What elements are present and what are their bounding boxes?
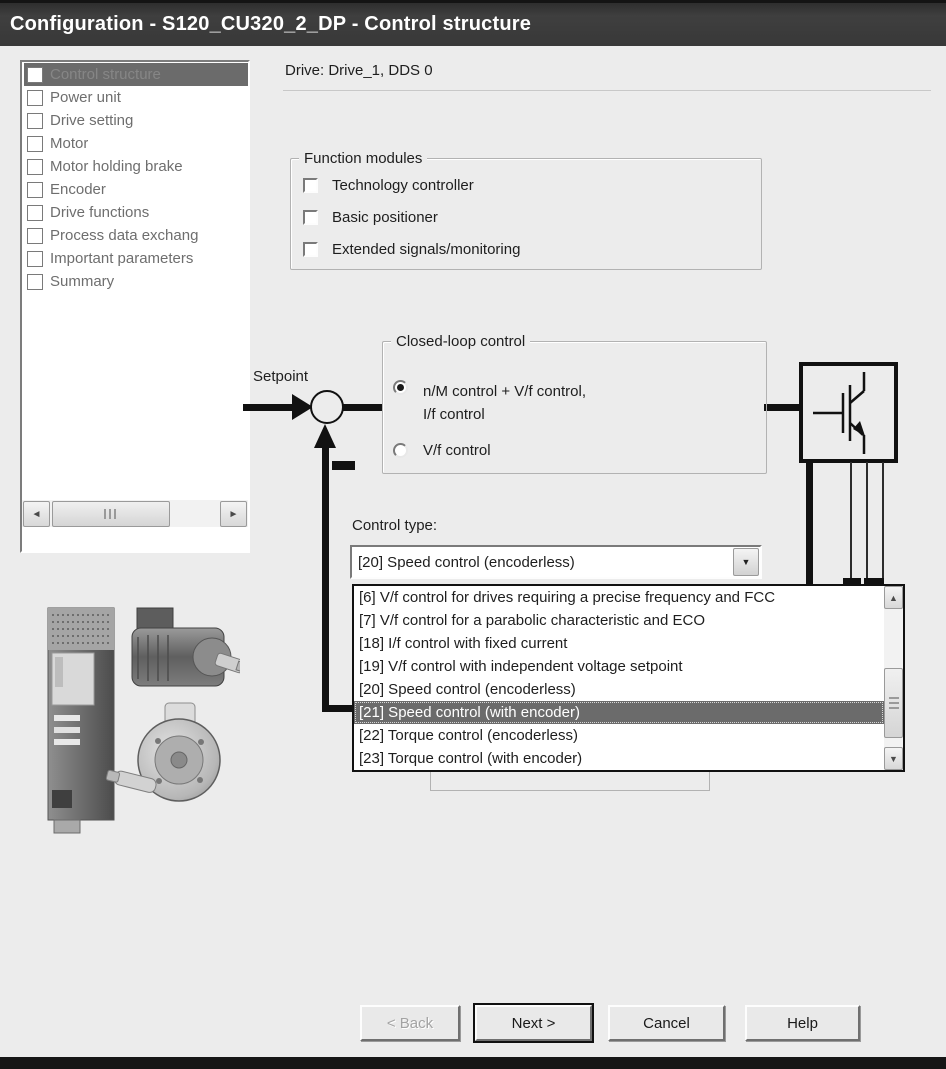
checkbox-icon [27, 182, 43, 198]
next-button[interactable]: Next > [475, 1005, 592, 1041]
dropdown-option[interactable]: [23] Torque control (with encoder) [359, 750, 583, 767]
control-type-combobox[interactable] [350, 545, 762, 579]
sidebar-item-drive-setting[interactable] [24, 109, 248, 132]
radio-vf-control[interactable]: V/f control [393, 442, 491, 459]
feedback-horizontal-line [322, 705, 354, 712]
sidebar-item-summary[interactable] [24, 270, 248, 293]
phase-line-w [882, 462, 884, 584]
back-button[interactable]: < Back [360, 1005, 460, 1041]
thumb-grip-icon [889, 697, 899, 709]
dialog-title: Configuration - S120_CU320_2_DP - Control structure [10, 13, 532, 35]
sidebar-item-power-unit[interactable] [24, 86, 248, 109]
checkbox-icon [27, 136, 43, 152]
sidebar-item-label: Process data exchang [50, 227, 199, 244]
group-title: Function modules [299, 150, 427, 167]
sidebar-item-process-data-exchange[interactable] [24, 224, 248, 247]
encoder-image [105, 703, 220, 801]
radio-selected-icon [393, 380, 408, 395]
feedback-vertical-line [322, 446, 329, 712]
control-type-label: Control type: [352, 517, 438, 534]
checkbox-icon [303, 242, 318, 257]
dropdown-option[interactable]: [19] V/f control with independent voltage setpoint [359, 658, 683, 675]
setpoint-line [243, 404, 296, 411]
checkbox-icon [303, 178, 318, 193]
minus-sign-icon [332, 461, 355, 470]
radio-nm-control[interactable]: n/M control + V/f control, I/f control [393, 380, 586, 426]
function-modules-group [290, 150, 762, 270]
checkbox-icon [27, 205, 43, 221]
combobox-value: [20] Speed control (encoderless) [358, 553, 575, 571]
checkbox-extended-signals[interactable]: Extended signals/monitoring [303, 241, 520, 258]
scroll-up-icon[interactable]: ▲ [884, 586, 903, 609]
scroll-down-icon[interactable]: ▼ [884, 747, 903, 770]
cancel-button[interactable]: Cancel [608, 1005, 725, 1041]
dropdown-option[interactable]: [6] V/f control for drives requiring a precise frequency and FCC [359, 589, 776, 606]
window-bottom-edge [0, 1057, 946, 1069]
sidebar-item-label: Drive functions [50, 204, 150, 221]
sidebar-item-label: Motor [50, 135, 89, 152]
junction-output-line [343, 404, 383, 411]
dc-link-line [806, 462, 813, 586]
checkbox-technology-controller[interactable]: Technology controller [303, 177, 474, 194]
checkbox-icon [27, 251, 43, 267]
checkbox-icon [27, 228, 43, 244]
scroll-right-icon[interactable]: ► [220, 501, 247, 527]
dropdown-option[interactable]: [18] I/f control with fixed current [359, 635, 568, 652]
scrollbar-thumb[interactable] [884, 668, 903, 738]
thumb-grip-icon [104, 509, 118, 519]
dropdown-option[interactable]: [7] V/f control for a parabolic characteristic and ECO [359, 612, 705, 629]
hardware-images [40, 595, 240, 840]
checkbox-icon [27, 159, 43, 175]
checkbox-icon [303, 210, 318, 225]
sidebar-item-label: Summary [50, 273, 115, 290]
radio-unselected-icon [393, 443, 408, 458]
sidebar-item-motor-holding-brake[interactable] [24, 155, 248, 178]
dropdown-option[interactable]: [22] Torque control (encoderless) [359, 727, 579, 744]
dropdown-option[interactable]: [20] Speed control (encoderless) [359, 681, 576, 698]
sidebar-item-control-structure[interactable] [24, 63, 248, 86]
phase-line-v [866, 462, 868, 584]
wizard-steps-list [20, 60, 250, 553]
sidebar-item-label: Motor holding brake [50, 158, 183, 175]
motor-image [132, 608, 240, 686]
setpoint-label: Setpoint [253, 368, 309, 385]
summing-junction-icon [310, 390, 344, 424]
dropdown-option-highlighted[interactable]: [21] Speed control (with encoder) [354, 701, 884, 724]
chevron-down-icon[interactable]: ▼ [733, 548, 759, 576]
title-bar[interactable] [0, 0, 946, 46]
sidebar-item-label: Control structure [50, 66, 161, 83]
help-button[interactable]: Help [745, 1005, 860, 1041]
drive-module-image [48, 608, 114, 833]
closed-loop-group [382, 333, 767, 474]
sidebar-item-important-parameters[interactable] [24, 247, 248, 270]
sidebar-item-drive-functions[interactable] [24, 201, 248, 224]
scroll-left-icon[interactable]: ◄ [23, 501, 50, 527]
checkbox-icon [27, 113, 43, 129]
sidebar-item-label: Important parameters [50, 250, 194, 267]
checkbox-basic-positioner[interactable]: Basic positioner [303, 209, 438, 226]
control-output-line [764, 404, 800, 411]
sidebar-item-label: Power unit [50, 89, 121, 106]
scrollbar-thumb[interactable] [52, 501, 170, 527]
checkbox-icon [27, 67, 43, 83]
checkbox-icon [27, 274, 43, 290]
sidebar-item-label: Drive setting [50, 112, 134, 129]
power-unit-box [799, 362, 898, 463]
checkbox-icon [27, 90, 43, 106]
igbt-icon [803, 366, 894, 459]
sidebar-item-label: Encoder [50, 181, 106, 198]
feedback-arrowhead-icon [314, 424, 336, 448]
group-title: Closed-loop control [391, 333, 530, 350]
sidebar-item-motor[interactable] [24, 132, 248, 155]
phase-line-u [850, 462, 852, 584]
drive-info-label: Drive: Drive_1, DDS 0 [285, 62, 433, 79]
header-separator [283, 90, 931, 92]
sidebar-item-encoder[interactable] [24, 178, 248, 201]
